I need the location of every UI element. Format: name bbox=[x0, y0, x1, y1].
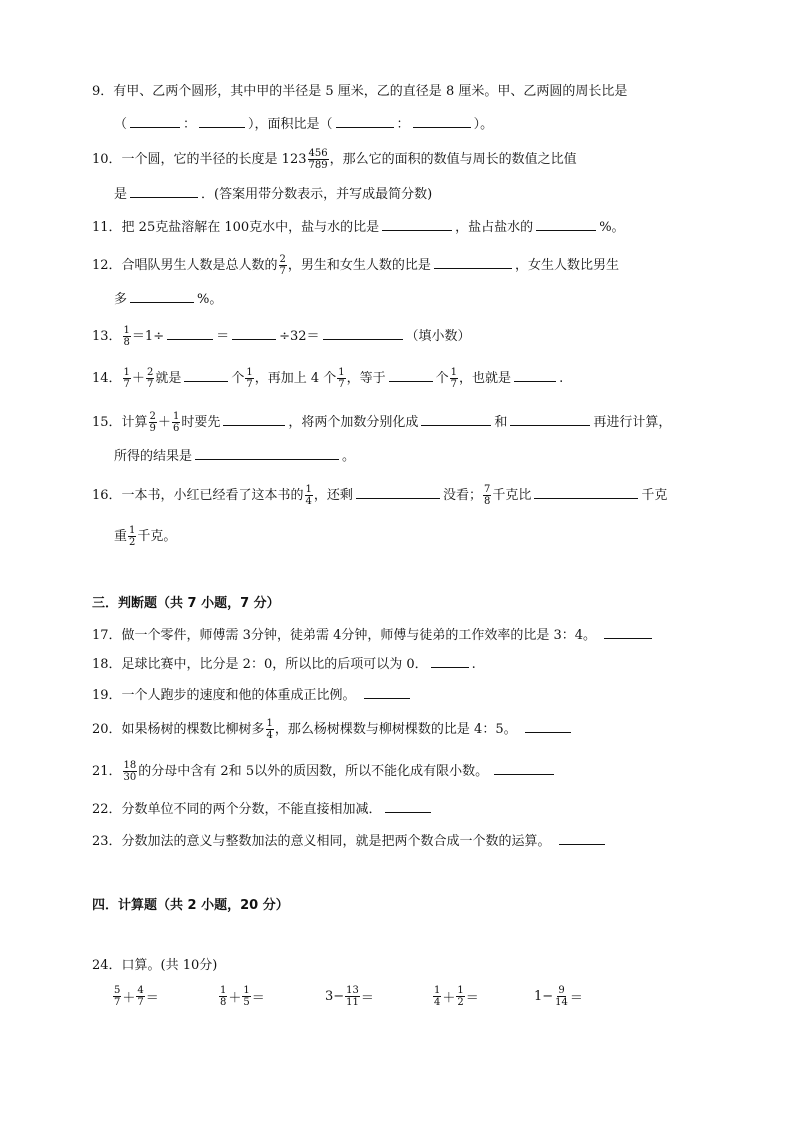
fraction: $\frac{1}{4}$ bbox=[266, 718, 273, 741]
fraction: $\frac{1}{8}$ bbox=[123, 325, 130, 348]
fraction: $\frac{2}{7}$ bbox=[146, 367, 154, 390]
answer-blank[interactable] bbox=[364, 685, 410, 699]
fraction: $\frac{456}{789}$ bbox=[308, 148, 328, 171]
fraction: $\frac{1}{7}$ bbox=[246, 367, 253, 390]
q9-text: 9．有甲、乙两个圆形，其中甲的半径是 5 厘米，乙的直径是 8 厘米。甲、乙两圆的周长比是 bbox=[92, 84, 628, 99]
answer-blank[interactable] bbox=[356, 485, 440, 499]
q11-text2: ，盐占盐水的 bbox=[455, 220, 534, 235]
question-23: 23．分数加法的意义与整数加法的意义相同，就是把两个数合成一个数的运算。 bbox=[92, 831, 608, 852]
fraction: $\frac{1}{7}$ bbox=[450, 367, 458, 390]
question-13 bbox=[92, 325, 471, 348]
question-11 bbox=[92, 217, 625, 238]
answer-blank[interactable] bbox=[382, 217, 452, 231]
answer-blank[interactable] bbox=[421, 412, 491, 426]
answer-blank[interactable] bbox=[195, 446, 339, 460]
question-16: 16．一本书，小红已经看了这本书的 $\frac{1}{4}$ ，还剩 没看； $\frac{7}{8}$ 千克比 千克 bbox=[92, 484, 668, 507]
fraction: $\frac{1}{2}$ bbox=[129, 525, 136, 548]
answer-blank[interactable] bbox=[389, 368, 433, 382]
answer-blank[interactable] bbox=[525, 719, 571, 733]
fraction: $\frac{18}{30}$ bbox=[123, 760, 137, 783]
calc-expression-5: 1− $\frac{9}{14}$ ＝ bbox=[534, 985, 583, 1008]
answer-blank[interactable] bbox=[199, 114, 245, 128]
q12-text2: ，男生和女生人数的比是 bbox=[287, 258, 431, 273]
question-9-cont bbox=[114, 114, 493, 135]
q9-paren: （ bbox=[114, 117, 128, 132]
answer-blank[interactable] bbox=[510, 412, 590, 426]
question-12-cont bbox=[114, 289, 222, 310]
question-17: 17．做一个零件，师傅需 3分钟，徒弟需 4分钟，师傅与徒弟的工作效率的比是 3：4。 bbox=[92, 625, 655, 646]
fraction: $\frac{1}{6}$ bbox=[172, 411, 180, 434]
fraction: $\frac{1}{7}$ bbox=[338, 367, 345, 390]
q9-colon: ： bbox=[183, 117, 197, 132]
answer-blank[interactable] bbox=[431, 654, 469, 668]
question-20: 20．如果杨树的棵数比柳树多 $\frac{1}{4}$ ，那么杨树棵数与柳树棵数的比是 4：5。 bbox=[92, 718, 574, 741]
fraction: $\frac{1}{4}$ bbox=[305, 484, 312, 507]
q12-text4: 多 bbox=[114, 292, 128, 307]
question-15-cont: 所得的结果是 。 bbox=[114, 446, 355, 467]
answer-blank[interactable] bbox=[336, 114, 394, 128]
question-19: 19．一个人跑步的速度和他的体重成正比例。 bbox=[92, 685, 413, 706]
answer-blank[interactable] bbox=[413, 114, 471, 128]
question-21: 21． $\frac{18}{30}$ 的分母中含有 2和 5以外的质因数，所以不能化成有限小数。 bbox=[92, 760, 557, 783]
answer-blank[interactable] bbox=[223, 412, 285, 426]
question-9 bbox=[92, 82, 627, 102]
answer-blank[interactable] bbox=[604, 625, 652, 639]
calc-expression-1: $\frac{5}{7}$ ＋ $\frac{4}{7}$ ＝ bbox=[114, 985, 159, 1008]
q10-text2: ，那么它的面积的数值与周长的数值之比值 bbox=[329, 152, 577, 167]
q13-text: ＝1÷ bbox=[131, 329, 165, 344]
q13-text2: ＝ bbox=[216, 329, 230, 344]
q13-num: 13． bbox=[92, 329, 122, 344]
answer-blank[interactable] bbox=[559, 831, 605, 845]
question-10-cont bbox=[114, 184, 432, 205]
q10-note: ．(答案用带分数表示，并写成最简分数) bbox=[201, 187, 433, 202]
q9-text3: ）。 bbox=[473, 117, 494, 132]
section-3-title: 三．判断题（共 7 小题，7 分） bbox=[92, 596, 280, 611]
answer-blank[interactable] bbox=[494, 761, 554, 775]
q13-text4: （填小数） bbox=[405, 329, 471, 344]
q10-text: 10．一个圆，它的半径的长度是 123 bbox=[92, 152, 307, 167]
question-16-cont: 重 $\frac{1}{2}$ 千克。 bbox=[114, 525, 177, 548]
answer-blank[interactable] bbox=[385, 799, 431, 813]
fraction: $\frac{2}{7}$ bbox=[279, 254, 286, 277]
q12-text: 12．合唱队男生人数是总人数的 bbox=[92, 258, 278, 273]
question-18: 18．足球比赛中，比分是 2：0，所以比的后项可以为 0． . bbox=[92, 654, 476, 675]
fraction: $\frac{7}{8}$ bbox=[483, 484, 491, 507]
section-4-title: 四．计算题（共 2 小题，20 分） bbox=[92, 898, 289, 913]
answer-blank[interactable] bbox=[184, 368, 228, 382]
q12-text3: ，女生人数比男生 bbox=[514, 258, 619, 273]
answer-blank[interactable] bbox=[167, 326, 213, 340]
question-14: 14． $\frac{1}{7}$ ＋ $\frac{2}{7}$ 就是 个 $\frac{1}{7}$ ，再加上 4 个 $\frac{1}{7}$ ，等于 个 $\frac{1}{7}$ ，也就是 . bbox=[92, 367, 564, 390]
q11-text3: %。 bbox=[599, 220, 625, 235]
q10-text3: 是 bbox=[114, 187, 128, 202]
answer-blank[interactable] bbox=[536, 217, 596, 231]
q13-text3: ÷32＝ bbox=[279, 329, 320, 344]
answer-blank[interactable] bbox=[130, 114, 180, 128]
fraction: $\frac{2}{9}$ bbox=[149, 411, 156, 434]
answer-blank[interactable] bbox=[534, 485, 638, 499]
question-15: 15．计算 $\frac{2}{9}$ ＋ $\frac{1}{6}$ 时要先 ，将两个加数分别化成 和 再进行计算， bbox=[92, 411, 672, 434]
q12-text5: %。 bbox=[197, 292, 223, 307]
fraction: $\frac{1}{7}$ bbox=[123, 367, 130, 390]
q9-colon2: ： bbox=[396, 117, 410, 132]
question-24: 24．口算。(共 10分) bbox=[92, 958, 218, 973]
answer-blank[interactable] bbox=[232, 326, 276, 340]
calc-expression-2: $\frac{1}{8}$ ＋ $\frac{1}{5}$ ＝ bbox=[220, 985, 265, 1008]
question-10 bbox=[92, 148, 577, 171]
answer-blank[interactable] bbox=[323, 326, 403, 340]
answer-blank[interactable] bbox=[130, 289, 194, 303]
q9-text2: ），面积比是（ bbox=[248, 117, 333, 132]
q11-text: 11．把 25克盐溶解在 100克水中，盐与水的比是 bbox=[92, 220, 380, 235]
answer-blank[interactable] bbox=[434, 255, 512, 269]
question-22: 22．分数单位不同的两个分数，不能直接相加减． bbox=[92, 799, 434, 820]
calc-expression-3: 3− $\frac{13}{11}$ ＝ bbox=[325, 985, 374, 1008]
answer-blank[interactable] bbox=[130, 184, 198, 198]
question-12 bbox=[92, 254, 619, 277]
answer-blank[interactable] bbox=[514, 368, 556, 382]
calc-expression-4: $\frac{1}{4}$ ＋ $\frac{1}{2}$ ＝ bbox=[434, 985, 479, 1008]
